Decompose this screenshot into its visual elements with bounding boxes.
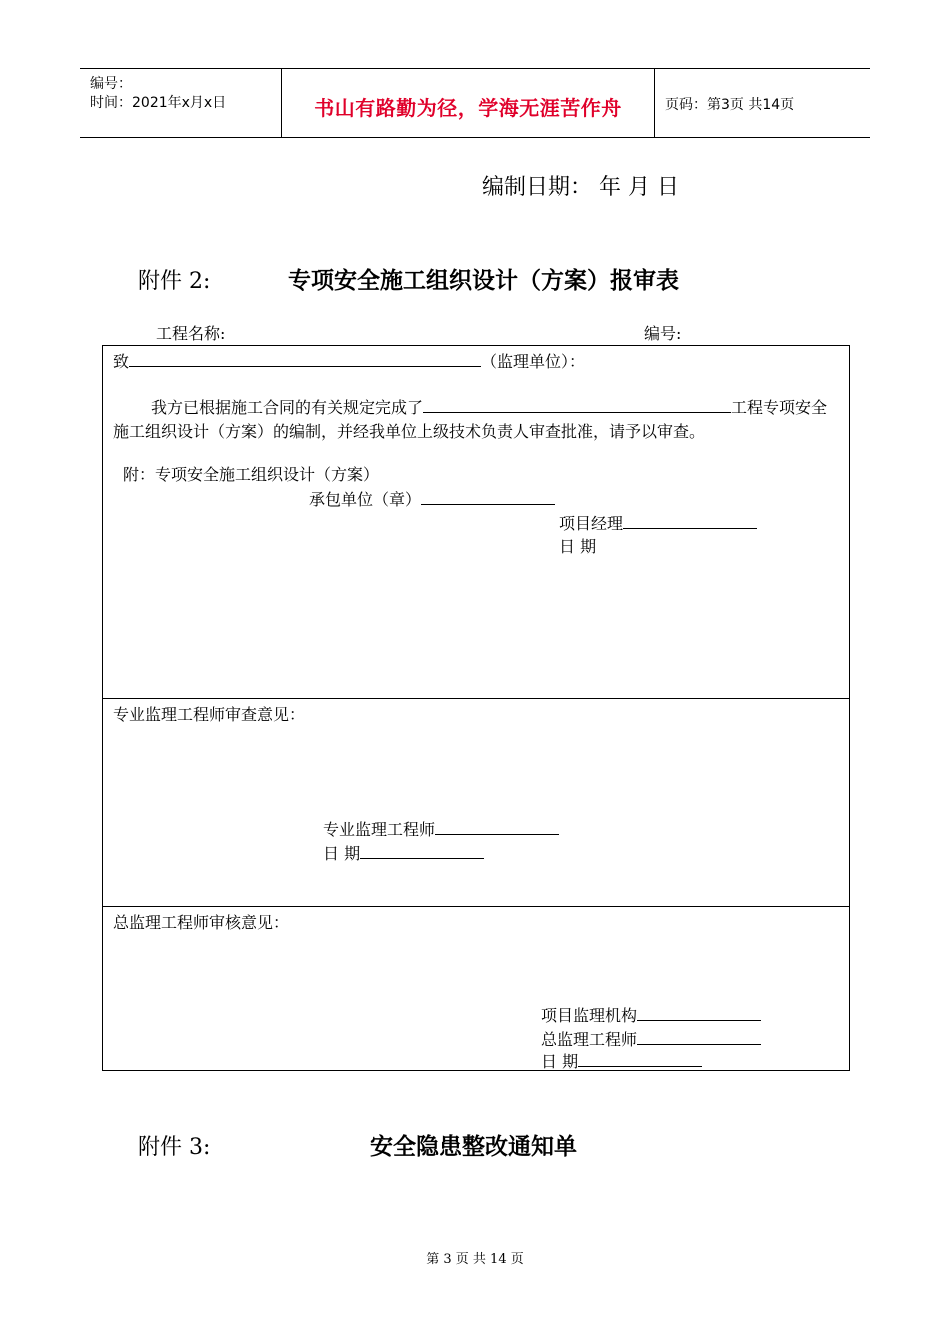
project-manager-line <box>559 512 757 535</box>
body-rest: 项安全施工组织设计（方案）的编制，并经我单位上级技术负责人审查批准，请予以审查。 <box>113 398 828 441</box>
section2-engineer-line <box>323 818 559 841</box>
contractor-blank[interactable] <box>421 488 555 505</box>
section3-title: 总监理工程师审核意见： <box>113 913 290 932</box>
section-divider-1 <box>103 698 849 699</box>
section3-date-label: 日 期 <box>541 1052 579 1071</box>
section2-engineer-label: 专业监理工程师 <box>323 820 436 839</box>
supervision-unit-blank[interactable] <box>129 350 481 367</box>
attachment3-label: 附件 3: <box>138 1135 211 1160</box>
to-suffix: （监理单位）： <box>481 352 586 371</box>
header-time-label: 时间：2021年x月x日 <box>90 95 227 111</box>
contractor-line <box>309 488 555 511</box>
project-name-label: 工程名称: <box>156 324 226 343</box>
attachment-note: 附：专项安全施工组织设计（方案） <box>123 465 380 484</box>
review-form <box>102 345 850 1071</box>
section3-chief-label: 总监理工程师 <box>541 1030 638 1049</box>
header-motto-cell <box>282 69 655 137</box>
section2-date-label: 日 期 <box>323 844 361 863</box>
to-prefix: 致 <box>113 352 130 371</box>
body-start: 我方已根据施工合同的有关规定完成了 <box>151 398 424 417</box>
attachment3-title: 安全隐患整改通知单 <box>370 1134 577 1160</box>
section3-org-blank[interactable] <box>637 1004 761 1021</box>
section3-org-line <box>541 1004 761 1027</box>
body-paragraph <box>113 396 841 444</box>
attachment2-title: 专项安全施工组织设计（方案）报审表 <box>288 268 679 294</box>
document-header <box>80 68 870 138</box>
section2-date-blank[interactable] <box>360 842 484 859</box>
section3-org-label: 项目监理机构 <box>541 1006 638 1025</box>
compile-date: 编制日期： 年 月 日 <box>482 175 679 200</box>
contractor-label: 承包单位（章） <box>309 490 422 509</box>
attachment2-label: 附件 2: <box>138 269 211 294</box>
section3-date-blank[interactable] <box>578 1050 702 1067</box>
section2-engineer-blank[interactable] <box>435 818 559 835</box>
project-blank[interactable] <box>423 396 731 413</box>
header-page-cell <box>655 69 870 137</box>
project-manager-label: 项目经理 <box>559 514 624 533</box>
section3-chief-blank[interactable] <box>637 1028 761 1045</box>
section2-date-line <box>323 842 484 865</box>
section2-title: 专业监理工程师审查意见： <box>113 705 306 724</box>
section3-date-line <box>541 1050 702 1073</box>
section3-chief-line <box>541 1028 761 1051</box>
header-meta-cell <box>80 69 282 137</box>
to-line <box>113 350 585 373</box>
body-end-line1: 工程专 <box>731 398 780 417</box>
date-line-1: 日 期 <box>559 537 597 556</box>
header-number-label: 编号： <box>90 76 132 92</box>
header-page-code: 页码：第3页 共14页 <box>665 97 795 113</box>
page-footer: 第 3 页 共 14 页 <box>426 1252 524 1267</box>
section-divider-2 <box>103 906 849 907</box>
header-motto: 书山有路勤为径，学海无涯苦作舟 <box>314 96 622 120</box>
project-manager-blank[interactable] <box>623 512 757 529</box>
serial-label: 编号: <box>644 324 682 343</box>
